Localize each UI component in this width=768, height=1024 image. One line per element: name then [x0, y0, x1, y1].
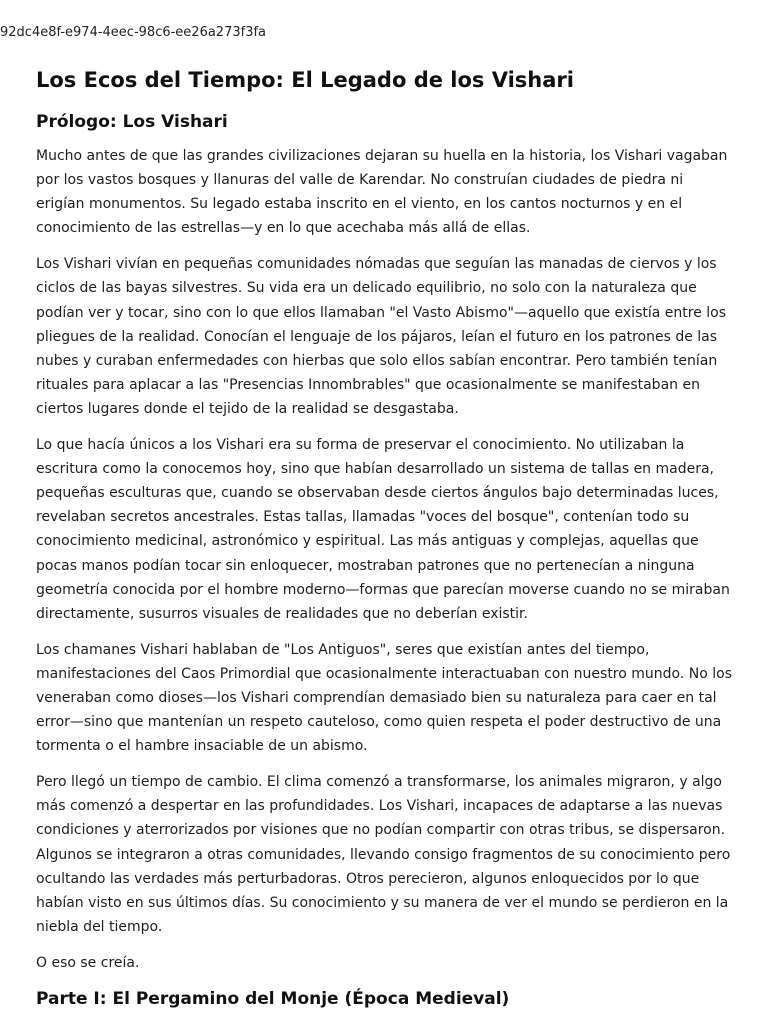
paragraph: Lo que hacía únicos a los Vishari era su forma de preservar el conocimiento. No utilizaban la escritura como la conocemos hoy, sino que habían desarrollado un sistema de tallas en madera, pequeñas esculturas que, cuando se observaban desde ciertos ángulos bajo determinadas luces, revelaban secretos ancestrales. Estas tallas, llamadas "voces del bosque", contenían todo su conocimiento medicinal, astronómico y espiritual. Las más antiguas y complejas, aquellas que pocas manos podían tocar sin enloquecer, mostraban patrones que no pertenecían a ninguna geometría conocida por el hombre moderno—formas que parecían moverse cuando no se miraban directamente, susurros visuales de realidades que no deberían existir. [36, 437, 730, 622]
paragraph: Los chamanes Vishari hablaban de "Los Antiguos", seres que existían antes del tiempo, manifestaciones del Caos Primordial que ocasionalmente interactuaban con nuestro mundo. No los veneraban como dioses—los Vishari comprendían demasiado bien su naturaleza para caer en tal error—sino que mantenían un respeto cauteloso, como quien respeta el poder destructivo de una tormenta o el hambre insaciable de un abismo. [36, 641, 733, 755]
section-heading: Prólogo: Los Vishari [36, 112, 228, 132]
paragraph: Mucho antes de que las grandes civilizaciones dejaran su huella en la historia, los Vishari vagaban por los vastos bosques y llanuras del valle de Karendar. No construían ciudades de piedra ni erigían monumentos. Su legado estaba inscrito en el viento, en los cantos nocturnos y en el conocimiento de las estrellas—y en lo que acechaba más allá de ellas. [36, 148, 728, 237]
paragraph: O eso se creía. [36, 954, 140, 971]
section-heading: Parte I: El Pergamino del Monje (Época Medieval) [36, 989, 510, 1009]
section-part-one [36, 987, 736, 1011]
paragraph: Pero llegó un tiempo de cambio. El clima comenzó a transformarse, los animales migraron, y algo más comenzó a despertar en las profundidades. Los Vishari, incapaces de adaptarse a las nuevas condiciones y aterrorizados por visiones que no podían compartir con otras tribus, se dispersaron. Algunos se integraron a otras comunidades, llevando consigo fragmentos de su conocimiento pero ocultando las verdades más perturbadoras. Otros perecieron, algunos enloquecidos por lo que habían visto en sus últimos días. Su conocimiento y su manera de ver el mundo se perdieron en la niebla del tiempo. [36, 774, 731, 935]
document-title: Los Ecos del Tiempo: El Legado de los Vishari [36, 68, 574, 92]
paragraph: Los Vishari vivían en pequeñas comunidades nómadas que seguían las manadas de ciervos y los ciclos de las bayas silvestres. Su vida era un delicado equilibrio, no solo con la naturaleza que podían ver y tocar, sino con lo que ellos llamaban "el Vasto Abismo"—aquello que existía entre los pliegues de la realidad. Conocían el lenguaje de los pájaros, leían el futuro en los patrones de las nubes y curaban enfermedades con hierbas que solo ellos sabían encontrar. Pero también tenían rituales para aplacar a las "Presencias Innombrables" que ocasionalmente se manifestaban en ciertos lugares donde el tejido de la realidad se desgastaba. [36, 256, 727, 417]
document-body [36, 66, 736, 1021]
document-id: 92dc4e8f-e974-4eec-98c6-ee26a273f3fa [0, 25, 267, 40]
section-prologue [36, 110, 736, 975]
